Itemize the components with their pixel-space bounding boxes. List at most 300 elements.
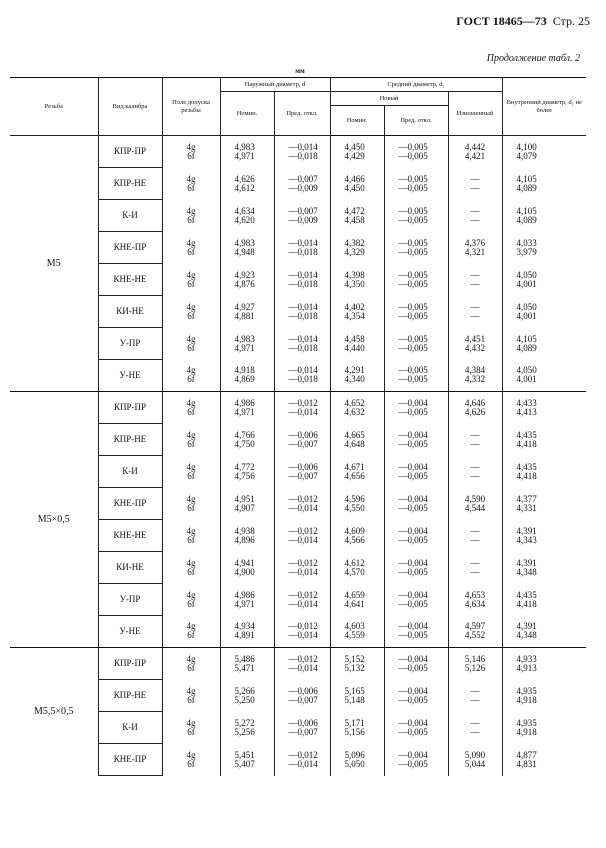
outer-nominal-line: 4,986 <box>234 589 255 600</box>
pitch-nominal-line: 4,659 <box>344 589 365 600</box>
outer-nominal-line: 5,407 <box>234 758 255 769</box>
tolerance-field <box>162 200 220 232</box>
gauge-type: КПР-НЕ <box>98 168 162 200</box>
pitch-nominal-line: 5,050 <box>344 758 365 769</box>
units-label: мм <box>295 67 305 75</box>
outer-nominal-line: 4,971 <box>234 342 255 353</box>
outer-deviation-line: —0,014 <box>288 758 318 769</box>
inner-diameter-line: 4,348 <box>516 630 537 641</box>
outer-deviation <box>274 264 330 296</box>
inner-diameter-line: 4,433 <box>516 397 537 408</box>
outer-deviation-line: —0,018 <box>288 310 318 321</box>
pitch-deviation-line: —0,005 <box>398 237 428 248</box>
outer-nominal-line: 4,918 <box>234 365 255 376</box>
tolerance-field-line: 6f <box>187 278 195 289</box>
gauge-type: КПР-НЕ <box>98 424 162 456</box>
gauge-dimensions-table <box>10 77 586 776</box>
table-row <box>10 136 586 168</box>
outer-nominal-line: 4,941 <box>234 557 255 568</box>
pitch-nominal-line: 4,596 <box>344 493 365 504</box>
worn-value-line: — <box>470 717 480 728</box>
outer-deviation <box>274 360 330 392</box>
pitch-deviation-line: —0,005 <box>398 694 428 705</box>
pitch-nominal-line: 4,603 <box>344 621 365 632</box>
worn-value-line: — <box>470 470 480 481</box>
pitch-nominal-line: 4,402 <box>344 301 365 312</box>
inner-diameter <box>502 616 586 648</box>
worn-value <box>448 520 502 552</box>
pitch-deviation-line: —0,004 <box>398 493 428 504</box>
worn-value <box>448 552 502 584</box>
table-row <box>10 392 586 424</box>
pitch-deviation-line: —0,005 <box>398 246 428 257</box>
tolerance-field-line: 6f <box>187 598 195 609</box>
col-thread: Резьба <box>10 78 98 136</box>
pitch-deviation <box>384 744 448 776</box>
inner-diameter-line: 4,089 <box>516 214 537 225</box>
outer-nominal <box>220 552 274 584</box>
worn-value <box>448 328 502 360</box>
worn-value-line: — <box>470 557 480 568</box>
tolerance-field-line: 6f <box>187 438 195 449</box>
outer-deviation <box>274 584 330 616</box>
tolerance-field-line: 4g <box>186 269 196 280</box>
thread-designation: M5 <box>10 136 98 392</box>
outer-nominal-line: 4,620 <box>234 214 255 225</box>
outer-nominal <box>220 136 274 168</box>
worn-value <box>448 712 502 744</box>
pitch-deviation <box>384 584 448 616</box>
inner-diameter-line: 4,105 <box>516 333 537 344</box>
outer-deviation-line: —0,006 <box>288 717 318 728</box>
pitch-deviation <box>384 232 448 264</box>
inner-diameter <box>502 520 586 552</box>
col-pitch-nominal: Номин. <box>330 106 384 136</box>
tolerance-field <box>162 744 220 776</box>
pitch-nominal-line: 4,472 <box>344 205 365 216</box>
tolerance-field-line: 4g <box>186 717 196 728</box>
pitch-deviation-line: —0,004 <box>398 685 428 696</box>
inner-diameter-line: 4,100 <box>516 141 537 152</box>
pitch-deviation-line: —0,005 <box>398 150 428 161</box>
tolerance-field <box>162 488 220 520</box>
inner-diameter <box>502 680 586 712</box>
worn-value-line: — <box>470 461 480 472</box>
outer-deviation-line: —0,006 <box>288 685 318 696</box>
pitch-nominal-line: 4,398 <box>344 269 365 280</box>
inner-diameter-line: 4,079 <box>516 150 537 161</box>
pitch-nominal <box>330 424 384 456</box>
worn-value-line: — <box>470 269 480 280</box>
worn-value-line: 4,321 <box>464 246 486 257</box>
worn-value-line: 4,451 <box>464 333 486 344</box>
pitch-deviation-line: —0,005 <box>398 662 428 673</box>
pitch-nominal-line: 4,450 <box>344 141 365 152</box>
pitch-nominal <box>330 584 384 616</box>
pitch-nominal-line: 4,665 <box>344 429 365 440</box>
pitch-deviation-line: —0,005 <box>398 438 428 449</box>
tolerance-field-line: 6f <box>187 182 195 193</box>
worn-value-line: 5,126 <box>464 662 486 673</box>
pitch-deviation-line: —0,004 <box>398 717 428 728</box>
pitch-deviation-line: —0,004 <box>398 749 428 760</box>
outer-nominal-line: 4,907 <box>234 502 255 513</box>
pitch-deviation-line: —0,005 <box>398 333 428 344</box>
pitch-deviation-line: —0,005 <box>398 502 428 513</box>
pitch-nominal <box>330 296 384 328</box>
outer-deviation-line: —0,006 <box>288 461 318 472</box>
outer-deviation-line: —0,014 <box>288 534 318 545</box>
worn-value <box>448 648 502 680</box>
outer-nominal-line: 4,900 <box>234 566 255 577</box>
pitch-nominal <box>330 456 384 488</box>
pitch-deviation-line: —0,004 <box>398 397 428 408</box>
outer-deviation-line: —0,014 <box>288 406 318 417</box>
pitch-nominal <box>330 616 384 648</box>
pitch-nominal-line: 4,632 <box>344 406 365 417</box>
tolerance-field <box>162 616 220 648</box>
outer-deviation-line: —0,012 <box>288 397 318 408</box>
inner-diameter-line: 4,418 <box>516 438 537 449</box>
worn-value-line: 4,442 <box>464 141 486 152</box>
pitch-deviation <box>384 136 448 168</box>
pitch-nominal-line: 4,550 <box>344 502 365 513</box>
gauge-type: У-ПР <box>98 584 162 616</box>
outer-nominal-line: 4,766 <box>234 429 255 440</box>
outer-nominal <box>220 168 274 200</box>
inner-diameter <box>502 136 586 168</box>
inner-diameter-line: 4,391 <box>516 525 537 536</box>
inner-diameter-line: 4,418 <box>516 598 537 609</box>
pitch-nominal-line: 4,641 <box>344 598 365 609</box>
inner-diameter-line: 4,050 <box>516 301 537 312</box>
pitch-deviation-line: —0,004 <box>398 525 428 536</box>
table-row <box>10 648 586 680</box>
pitch-nominal-line: 4,570 <box>344 566 365 577</box>
worn-value-line: 4,646 <box>464 397 486 408</box>
inner-diameter-line: 4,331 <box>516 502 537 513</box>
gauge-type: КИ-НЕ <box>98 296 162 328</box>
pitch-deviation <box>384 488 448 520</box>
worn-value-line: — <box>470 525 480 536</box>
inner-diameter <box>502 552 586 584</box>
pitch-nominal <box>330 744 384 776</box>
gauge-type: К-И <box>98 456 162 488</box>
outer-deviation-line: —0,009 <box>288 182 318 193</box>
inner-diameter-line: 4,913 <box>516 662 537 673</box>
inner-diameter-line: 4,348 <box>516 566 537 577</box>
outer-deviation-line: —0,018 <box>288 374 318 385</box>
inner-diameter <box>502 328 586 360</box>
tolerance-field-line: 6f <box>187 758 195 769</box>
outer-deviation-line: —0,012 <box>288 493 318 504</box>
worn-value-line: — <box>470 726 480 737</box>
tolerance-field <box>162 552 220 584</box>
tolerance-field <box>162 456 220 488</box>
col-worn: Изношенный <box>448 92 502 136</box>
worn-value-line: 4,384 <box>464 365 486 376</box>
inner-diameter <box>502 488 586 520</box>
tolerance-field-line: 4g <box>186 365 196 376</box>
inner-diameter <box>502 584 586 616</box>
outer-nominal <box>220 392 274 424</box>
pitch-deviation-line: —0,005 <box>398 758 428 769</box>
outer-deviation-line: —0,014 <box>288 301 318 312</box>
outer-nominal <box>220 424 274 456</box>
tolerance-field-line: 6f <box>187 150 195 161</box>
outer-nominal-line: 5,266 <box>234 685 255 696</box>
inner-diameter <box>502 360 586 392</box>
outer-deviation-line: —0,018 <box>288 150 318 161</box>
pitch-deviation <box>384 360 448 392</box>
gauge-type: КНЕ-ПР <box>98 744 162 776</box>
pitch-nominal-line: 4,458 <box>344 333 365 344</box>
worn-value-line: — <box>470 182 480 193</box>
inner-diameter <box>502 648 586 680</box>
worn-value-line: — <box>470 566 480 577</box>
inner-diameter <box>502 456 586 488</box>
worn-value <box>448 232 502 264</box>
pitch-nominal <box>330 328 384 360</box>
pitch-deviation <box>384 200 448 232</box>
outer-deviation <box>274 296 330 328</box>
pitch-deviation-line: —0,004 <box>398 621 428 632</box>
outer-nominal <box>220 360 274 392</box>
gauge-type: У-НЕ <box>98 360 162 392</box>
tolerance-field <box>162 424 220 456</box>
outer-deviation-line: —0,007 <box>288 173 318 184</box>
tolerance-field <box>162 584 220 616</box>
outer-nominal <box>220 232 274 264</box>
inner-diameter-line: 4,001 <box>516 310 537 321</box>
pitch-nominal-line: 4,340 <box>344 374 365 385</box>
gauge-type: У-НЕ <box>98 616 162 648</box>
outer-nominal <box>220 296 274 328</box>
outer-deviation-line: —0,007 <box>288 470 318 481</box>
worn-value <box>448 584 502 616</box>
pitch-nominal-line: 4,612 <box>344 557 365 568</box>
pitch-deviation-line: —0,005 <box>398 269 428 280</box>
tolerance-field-line: 6f <box>187 310 195 321</box>
pitch-nominal <box>330 392 384 424</box>
outer-deviation-line: —0,018 <box>288 246 318 257</box>
tolerance-field-line: 4g <box>186 205 196 216</box>
pitch-deviation <box>384 168 448 200</box>
worn-value-line: — <box>470 301 480 312</box>
inner-diameter-line: 4,050 <box>516 365 537 376</box>
worn-value <box>448 392 502 424</box>
gauge-type: КПР-НЕ <box>98 680 162 712</box>
tolerance-field-line: 4g <box>186 429 196 440</box>
worn-value <box>448 168 502 200</box>
outer-deviation <box>274 232 330 264</box>
inner-diameter-line: 4,413 <box>516 406 537 417</box>
tolerance-field-line: 6f <box>187 374 195 385</box>
outer-deviation-line: —0,006 <box>288 429 318 440</box>
table-continuation-note: Продолжение табл. 2 <box>486 53 580 64</box>
outer-deviation <box>274 200 330 232</box>
pitch-nominal-line: 5,096 <box>344 749 365 760</box>
outer-nominal-line: 4,891 <box>234 630 255 641</box>
col-outer-diameter: Наружный диаметр, d <box>220 78 330 92</box>
tolerance-field-line: 4g <box>186 141 196 152</box>
outer-nominal <box>220 200 274 232</box>
inner-diameter-line: 4,089 <box>516 342 537 353</box>
pitch-deviation <box>384 456 448 488</box>
gauge-type: К-И <box>98 712 162 744</box>
inner-diameter-line: 4,377 <box>516 493 537 504</box>
worn-value-line: 4,332 <box>464 374 486 385</box>
pitch-deviation-line: —0,005 <box>398 342 428 353</box>
pitch-deviation <box>384 424 448 456</box>
outer-nominal-line: 4,971 <box>234 598 255 609</box>
gauge-type: КНЕ-ПР <box>98 488 162 520</box>
pitch-deviation <box>384 552 448 584</box>
pitch-nominal-line: 4,350 <box>344 278 365 289</box>
outer-deviation-line: —0,014 <box>288 365 318 376</box>
tolerance-field <box>162 360 220 392</box>
pitch-deviation-line: —0,005 <box>398 726 428 737</box>
tolerance-field-line: 4g <box>186 653 196 664</box>
inner-diameter-line: 4,435 <box>516 429 537 440</box>
pitch-deviation-line: —0,005 <box>398 630 428 641</box>
tolerance-field-line: 4g <box>186 493 196 504</box>
col-new: Новый <box>330 92 448 106</box>
inner-diameter <box>502 232 586 264</box>
outer-nominal <box>220 680 274 712</box>
worn-value-line: 5,044 <box>464 758 486 769</box>
tolerance-field <box>162 712 220 744</box>
outer-nominal-line: 4,951 <box>234 493 255 504</box>
outer-nominal <box>220 584 274 616</box>
outer-nominal-line: 4,986 <box>234 397 255 408</box>
inner-diameter-line: 4,391 <box>516 621 537 632</box>
outer-nominal <box>220 328 274 360</box>
inner-diameter <box>502 296 586 328</box>
gauge-type: КИ-НЕ <box>98 552 162 584</box>
tolerance-field-line: 6f <box>187 342 195 353</box>
tolerance-field-line: 4g <box>186 301 196 312</box>
pitch-nominal-line: 4,566 <box>344 534 365 545</box>
inner-diameter-line: 4,935 <box>516 717 537 728</box>
pitch-nominal <box>330 680 384 712</box>
worn-value <box>448 680 502 712</box>
pitch-nominal-line: 4,450 <box>344 182 365 193</box>
outer-deviation-line: —0,014 <box>288 566 318 577</box>
pitch-deviation-line: —0,004 <box>398 557 428 568</box>
outer-deviation <box>274 680 330 712</box>
tolerance-field <box>162 392 220 424</box>
outer-deviation-line: —0,012 <box>288 589 318 600</box>
pitch-nominal-line: 5,165 <box>344 685 365 696</box>
tolerance-field-line: 6f <box>187 214 195 225</box>
tolerance-field-line: 6f <box>187 566 195 577</box>
worn-value-line: — <box>470 429 480 440</box>
pitch-deviation-line: —0,004 <box>398 653 428 664</box>
pitch-nominal <box>330 712 384 744</box>
pitch-nominal <box>330 200 384 232</box>
inner-diameter-line: 4,001 <box>516 374 537 385</box>
outer-nominal-line: 4,750 <box>234 438 255 449</box>
inner-diameter-line: 4,050 <box>516 269 537 280</box>
worn-value-line: 5,090 <box>464 749 486 760</box>
outer-nominal-line: 4,927 <box>234 301 255 312</box>
worn-value-line: 4,421 <box>464 150 486 161</box>
pitch-nominal-line: 5,171 <box>344 717 365 728</box>
inner-diameter-line: 4,935 <box>516 685 537 696</box>
gauge-type: У-ПР <box>98 328 162 360</box>
outer-nominal-line: 5,250 <box>234 694 255 705</box>
outer-nominal-line: 5,256 <box>234 726 255 737</box>
outer-nominal <box>220 456 274 488</box>
pitch-nominal <box>330 520 384 552</box>
tolerance-field-line: 4g <box>186 589 196 600</box>
outer-deviation-line: —0,012 <box>288 749 318 760</box>
outer-deviation-line: —0,014 <box>288 141 318 152</box>
worn-value <box>448 200 502 232</box>
outer-deviation-line: —0,007 <box>288 205 318 216</box>
tolerance-field-line: 4g <box>186 397 196 408</box>
outer-deviation <box>274 648 330 680</box>
pitch-nominal-line: 5,132 <box>344 662 365 673</box>
outer-nominal-line: 4,971 <box>234 406 255 417</box>
worn-value-line: 4,432 <box>464 342 486 353</box>
outer-nominal-line: 4,896 <box>234 534 255 545</box>
outer-nominal-line: 4,869 <box>234 374 255 385</box>
outer-nominal-line: 4,876 <box>234 278 255 289</box>
pitch-deviation <box>384 616 448 648</box>
gauge-type: КПР-ПР <box>98 392 162 424</box>
outer-nominal-line: 4,983 <box>234 333 255 344</box>
tolerance-field <box>162 264 220 296</box>
inner-diameter-line: 4,418 <box>516 470 537 481</box>
outer-deviation-line: —0,012 <box>288 653 318 664</box>
tolerance-field-line: 6f <box>187 406 195 417</box>
tolerance-field <box>162 648 220 680</box>
pitch-nominal-line: 4,559 <box>344 630 365 641</box>
pitch-deviation-line: —0,005 <box>398 278 428 289</box>
tolerance-field-line: 4g <box>186 557 196 568</box>
pitch-deviation <box>384 392 448 424</box>
inner-diameter-line: 4,918 <box>516 694 537 705</box>
worn-value <box>448 136 502 168</box>
outer-nominal-line: 4,881 <box>234 310 255 321</box>
col-inner-diameter: Внутренний диаметр, d₁ не более <box>502 78 586 136</box>
outer-nominal <box>220 264 274 296</box>
worn-value-line: — <box>470 205 480 216</box>
inner-diameter <box>502 424 586 456</box>
outer-nominal-line: 4,923 <box>234 269 255 280</box>
inner-diameter-line: 4,831 <box>516 758 537 769</box>
tolerance-field-line: 4g <box>186 173 196 184</box>
pitch-deviation <box>384 328 448 360</box>
pitch-nominal-line: 4,648 <box>344 438 365 449</box>
worn-value-line: 4,626 <box>464 406 486 417</box>
worn-value-line: — <box>470 685 480 696</box>
pitch-deviation <box>384 264 448 296</box>
tolerance-field-line: 4g <box>186 685 196 696</box>
outer-deviation-line: —0,018 <box>288 278 318 289</box>
worn-value-line: 4,653 <box>464 589 486 600</box>
pitch-deviation-line: —0,005 <box>398 566 428 577</box>
outer-deviation <box>274 744 330 776</box>
inner-diameter-line: 4,105 <box>516 173 537 184</box>
thread-designation: M5,5×0,5 <box>10 648 98 776</box>
pitch-deviation-line: —0,005 <box>398 534 428 545</box>
worn-value-line: 4,590 <box>464 493 486 504</box>
tolerance-field-line: 6f <box>187 726 195 737</box>
gauge-type: КНЕ-НЕ <box>98 520 162 552</box>
